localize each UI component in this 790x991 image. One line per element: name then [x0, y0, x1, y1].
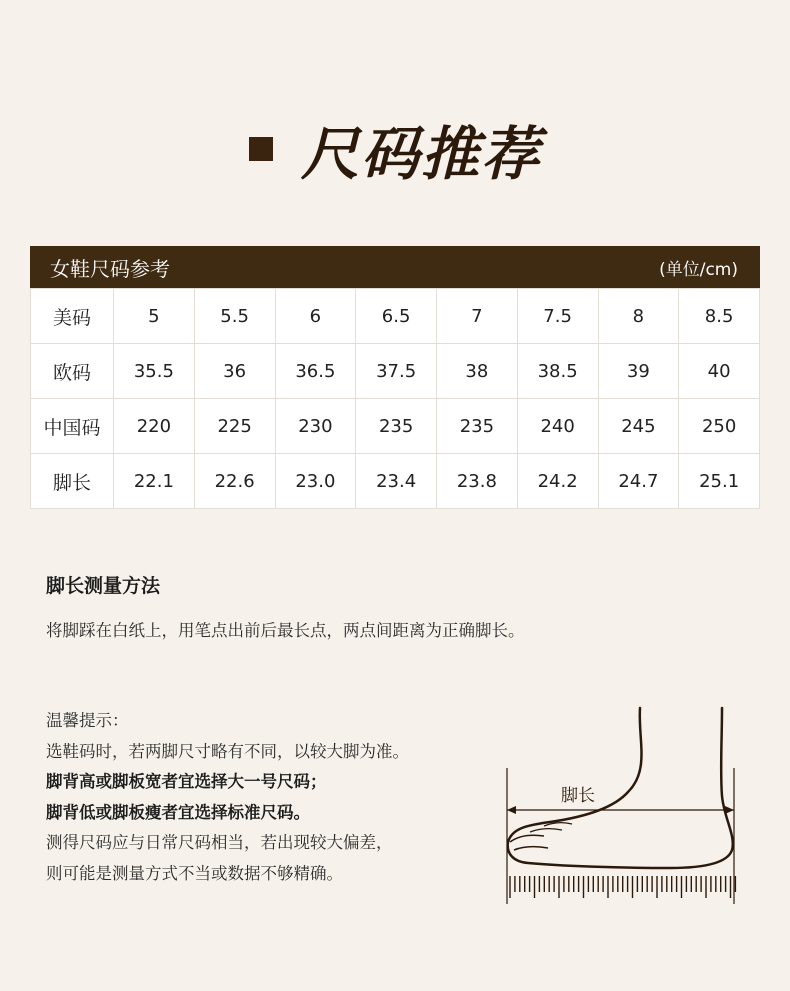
- size-cell: 8.5: [679, 289, 760, 344]
- title-bullet-icon: [249, 137, 273, 161]
- size-cell: 37.5: [356, 344, 437, 399]
- size-table-unit: (单位/cm): [659, 259, 738, 280]
- tips-line: 脚背低或脚板瘦者宜选择标准尺码。: [46, 802, 310, 822]
- size-cell: 24.2: [517, 454, 598, 509]
- size-cell: 22.6: [194, 454, 275, 509]
- row-label: 中国码: [31, 399, 114, 454]
- tips-line: 则可能是测量方式不当或数据不够精确。: [46, 863, 343, 883]
- method-title: 脚长测量方法: [46, 575, 161, 597]
- size-cell: 8: [598, 289, 679, 344]
- tips-line: 脚背高或脚板宽者宜选择大一号尺码；: [46, 772, 327, 791]
- size-cell: 38.5: [517, 344, 598, 399]
- size-table-title: 女鞋尺码参考: [50, 256, 170, 281]
- size-cell: 24.7: [598, 454, 679, 509]
- size-cell: 40: [679, 344, 760, 399]
- method-text: 将脚踩在白纸上，用笔点出前后最长点，两点间距离为正确脚长。: [46, 621, 525, 640]
- table-row: [31, 454, 760, 509]
- size-cell: 23.8: [437, 454, 518, 509]
- size-cell: 7.5: [517, 289, 598, 344]
- size-table-header: [30, 246, 760, 288]
- size-cell: 245: [598, 399, 679, 454]
- size-cell: 38: [437, 344, 518, 399]
- tips-section: [46, 706, 486, 889]
- size-cell: 240: [517, 399, 598, 454]
- table-row: [31, 399, 760, 454]
- size-cell: 6: [275, 289, 356, 344]
- foot-measure-icon: [500, 700, 750, 910]
- size-cell: 220: [114, 399, 195, 454]
- size-cell: 25.1: [679, 454, 760, 509]
- size-cell: 23.4: [356, 454, 437, 509]
- size-cell: 6.5: [356, 289, 437, 344]
- size-cell: 23.0: [275, 454, 356, 509]
- size-cell: 36: [194, 344, 275, 399]
- table-row: [31, 289, 760, 344]
- row-label: 欧码: [31, 344, 114, 399]
- row-label: 脚长: [31, 454, 114, 509]
- size-cell: 225: [194, 399, 275, 454]
- tips-line: 选鞋码时，若两脚尺寸略有不同，以较大脚为准。: [46, 741, 409, 761]
- page-title: 尺码推荐: [300, 120, 541, 188]
- size-table: [30, 288, 760, 509]
- size-cell: 250: [679, 399, 760, 454]
- tips-heading: 温馨提示：: [46, 711, 129, 730]
- title-section: [0, 104, 790, 194]
- size-cell: 235: [356, 399, 437, 454]
- size-cell: 230: [275, 399, 356, 454]
- size-cell: 7: [437, 289, 518, 344]
- size-cell: 235: [437, 399, 518, 454]
- foot-length-label: 脚长: [561, 786, 595, 806]
- size-cell: 39: [598, 344, 679, 399]
- size-cell: 5.5: [194, 289, 275, 344]
- size-cell: 36.5: [275, 344, 356, 399]
- table-row: [31, 344, 760, 399]
- size-cell: 35.5: [114, 344, 195, 399]
- row-label: 美码: [31, 289, 114, 344]
- size-cell: 22.1: [114, 454, 195, 509]
- tips-line: 测得尺码应与日常尺码相当，若出现较大偏差，: [46, 833, 393, 852]
- size-cell: 5: [114, 289, 195, 344]
